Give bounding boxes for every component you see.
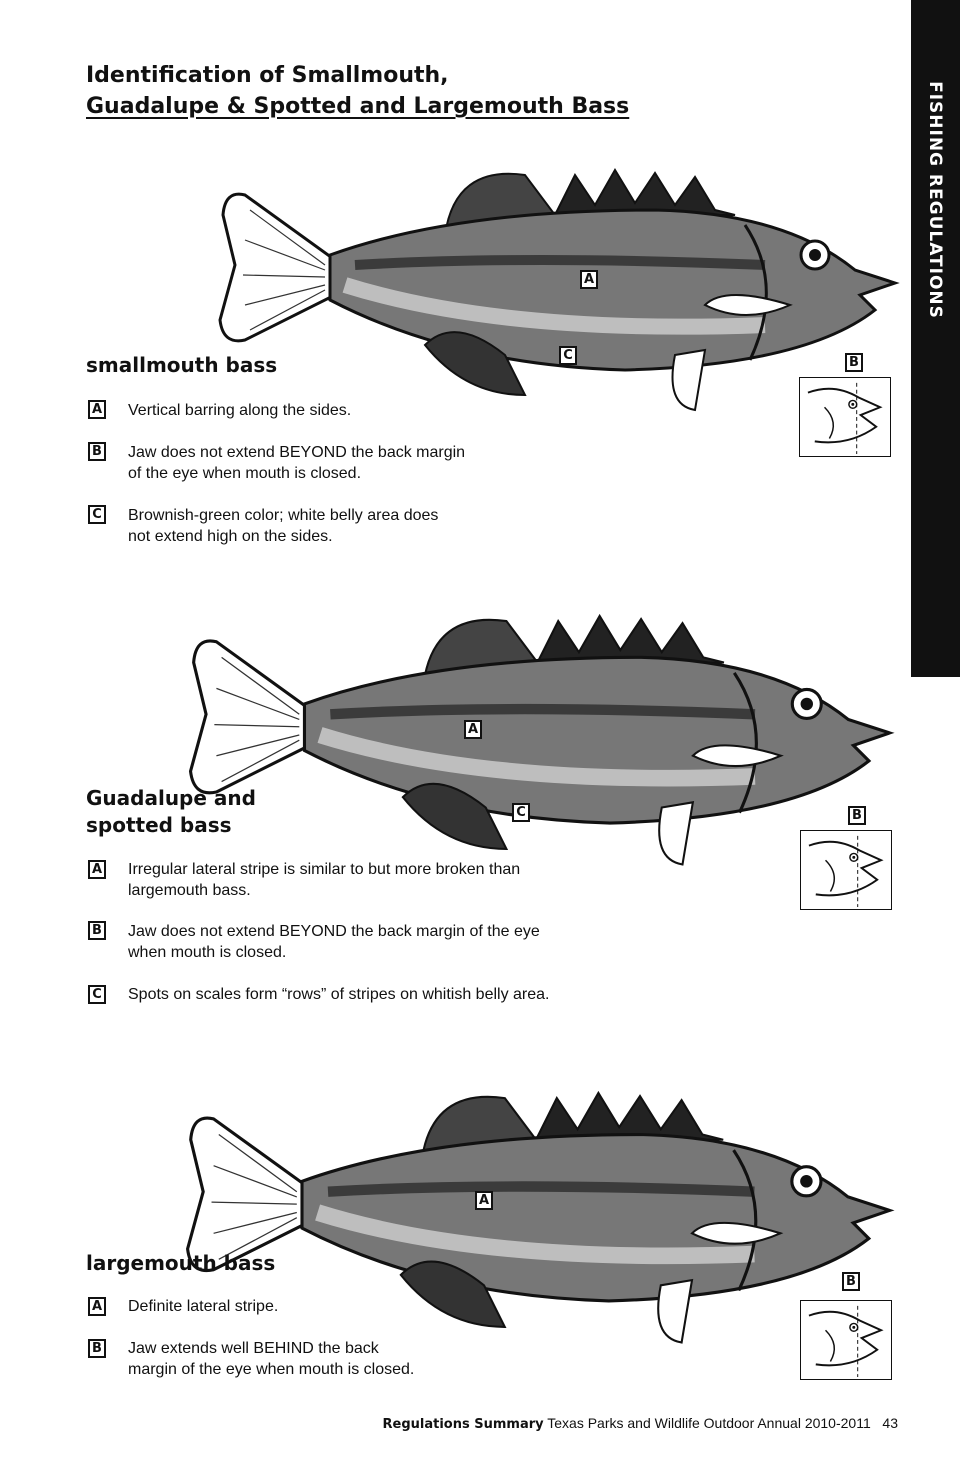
item-desc-line: Irregular lateral stripe is similar to but more broken than	[128, 861, 521, 878]
item-letter-b: B	[88, 442, 106, 461]
item-letter-c: C	[88, 985, 106, 1004]
item-letter-a: A	[88, 860, 106, 879]
section-title-smallmouth: smallmouth bass	[86, 353, 278, 377]
side-tab-label: FISHING REGULATIONS	[925, 81, 945, 319]
item-letter-b: B	[88, 1339, 106, 1358]
footer-text: Texas Parks and Wildlife Outdoor Annual 2010-2011	[547, 1415, 871, 1431]
jaw-inset	[800, 830, 892, 910]
inset-label-b: B	[848, 806, 866, 825]
item-desc-line: not extend high on the sides.	[128, 528, 333, 545]
page-number: 43	[882, 1415, 898, 1431]
page-title	[86, 60, 629, 122]
item-desc-b	[128, 1338, 414, 1380]
fish-label-c: C	[559, 346, 577, 365]
item-letter-a: A	[88, 1297, 106, 1316]
title-line-2: Guadalupe & Spotted and Largemouth Bass	[86, 94, 630, 119]
page-footer	[383, 1415, 899, 1432]
item-desc-a	[128, 859, 520, 901]
section-title-guadalupe-spotted	[86, 785, 256, 839]
guadalupe-spotted-bass-illustration	[175, 600, 900, 870]
item-desc-a	[128, 1296, 278, 1317]
item-desc-line: largemouth bass.	[128, 882, 251, 899]
title-line-1: Identification of Smallmouth,	[86, 63, 449, 88]
item-desc-line: Jaw does not extend BEYOND the back margin of the eye	[128, 923, 540, 940]
item-desc-b	[128, 442, 465, 484]
jaw-inset	[799, 377, 891, 457]
item-desc-line: Spots on scales form “rows” of stripes on whitish belly area.	[128, 986, 550, 1003]
fish-label-c: C	[512, 803, 530, 822]
inset-label-b: B	[842, 1272, 860, 1291]
item-desc-c	[128, 505, 438, 547]
item-desc-line: of the eye when mouth is closed.	[128, 465, 362, 482]
fish-label-a: A	[464, 720, 482, 739]
fish-label-a: A	[580, 270, 598, 289]
section-title-largemouth: largemouth bass	[86, 1251, 276, 1275]
section-title-line-1: Guadalupe and	[86, 786, 256, 810]
item-desc-line: Jaw extends well BEHIND the back	[128, 1340, 379, 1357]
item-desc-c	[128, 984, 550, 1005]
item-desc-line: Vertical barring along the sides.	[128, 402, 352, 419]
item-desc-line: Definite lateral stripe.	[128, 1298, 279, 1315]
item-letter-a: A	[88, 400, 106, 419]
item-letter-b: B	[88, 921, 106, 940]
jaw-inset	[800, 1300, 892, 1380]
largemouth-bass-illustration	[172, 1070, 900, 1355]
section-title-line-2: spotted bass	[86, 813, 232, 837]
footer-bold: Regulations Summary	[382, 1417, 544, 1432]
fish-label-a: A	[475, 1191, 493, 1210]
item-desc-line: when mouth is closed.	[128, 944, 287, 961]
item-desc-b	[128, 921, 540, 963]
item-desc-a	[128, 400, 351, 421]
inset-label-b: B	[845, 353, 863, 372]
item-desc-line: Brownish-green color; white belly area does	[128, 507, 439, 524]
item-desc-line: Jaw does not extend BEYOND the back margin	[128, 444, 466, 461]
item-letter-c: C	[88, 505, 106, 524]
item-desc-line: margin of the eye when mouth is closed.	[128, 1361, 415, 1378]
